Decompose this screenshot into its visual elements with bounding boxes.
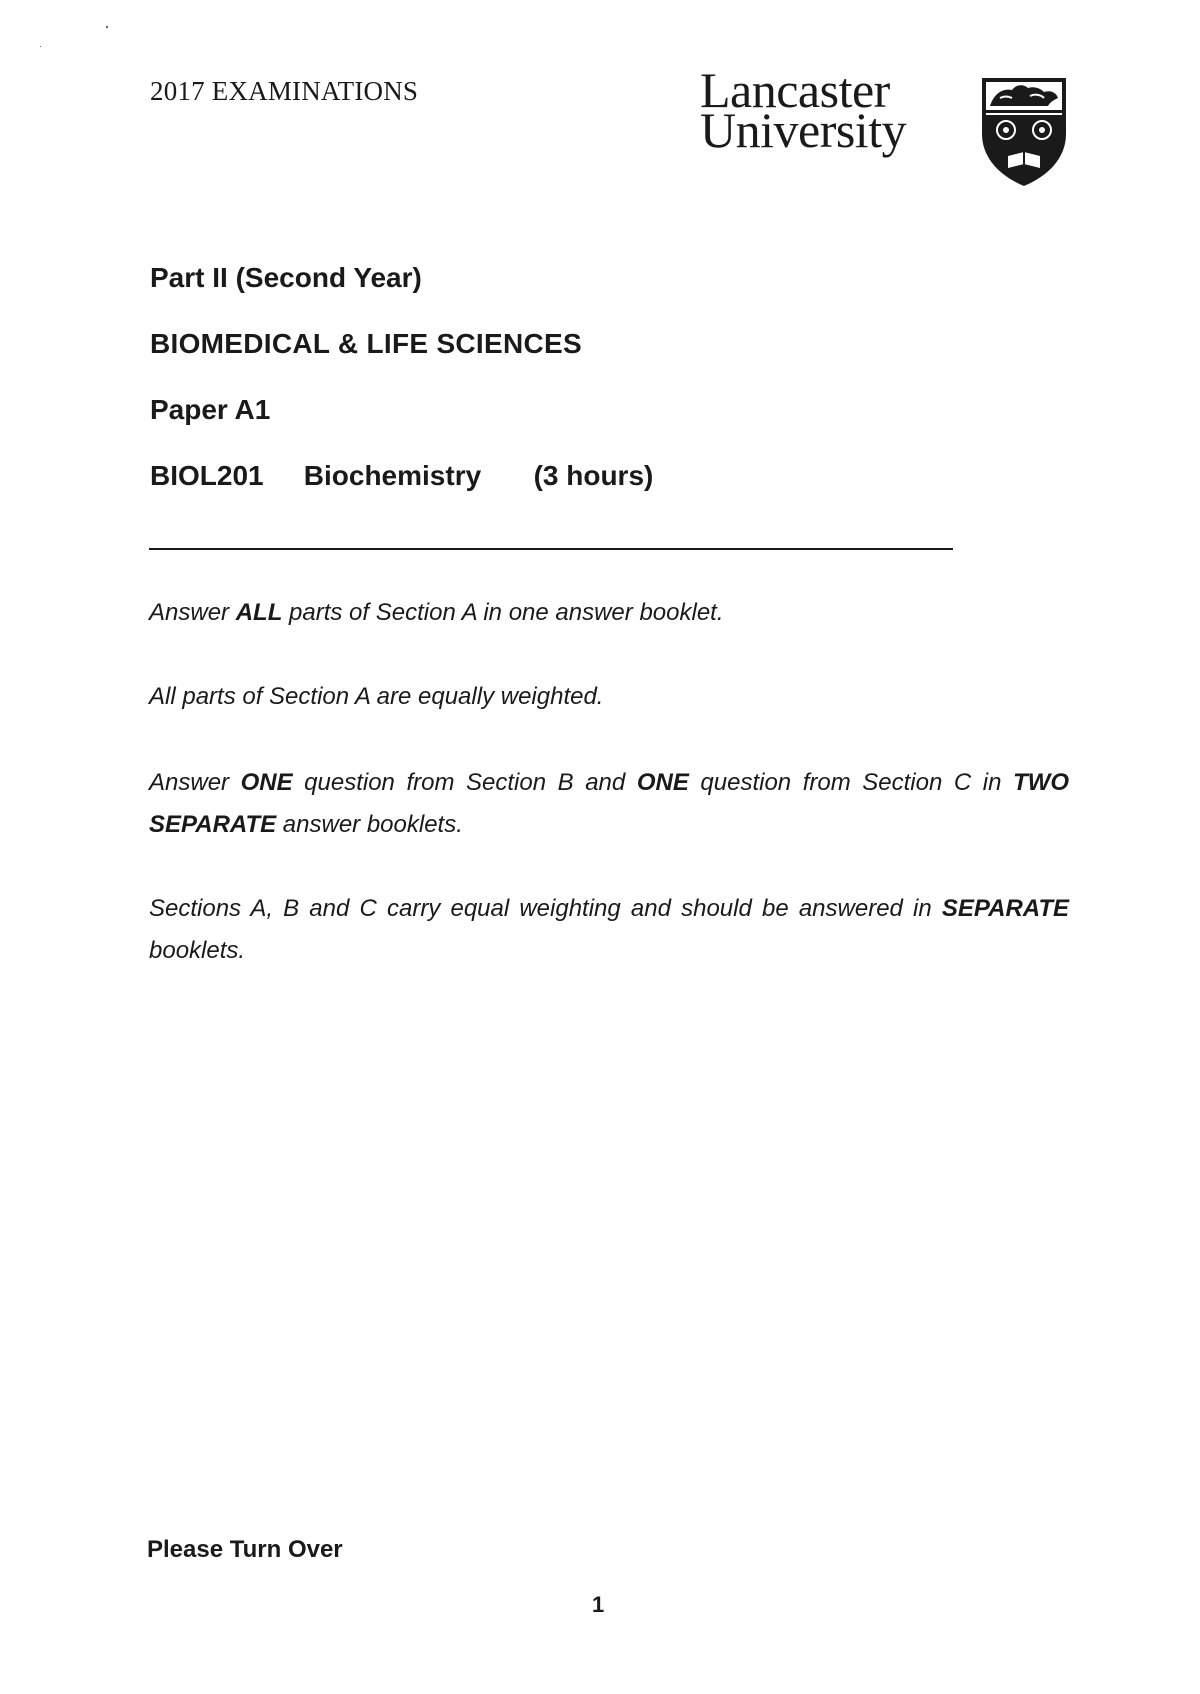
- page-number: 1: [592, 1592, 605, 1617]
- instruction-3-emphasis-c: TWO SEPARATE: [149, 769, 1069, 838]
- course-duration: (3 hours): [533, 460, 654, 491]
- logo-line-2: University: [700, 102, 907, 158]
- instruction-1-text-a: Answer: [149, 599, 236, 626]
- crest-icon: [978, 76, 1070, 188]
- paper-label: Paper A1: [150, 394, 271, 425]
- university-logo: [700, 62, 1072, 188]
- instruction-1: [149, 592, 1069, 634]
- instruction-3: [149, 762, 1069, 846]
- instruction-3-text-d: answer booklets.: [276, 811, 463, 838]
- turn-over-note: Please Turn Over: [147, 1536, 343, 1563]
- instruction-3-text-b: question from Section B and: [292, 769, 637, 796]
- instruction-4-emphasis: SEPARATE: [941, 895, 1069, 922]
- course-title: Biochemistry: [303, 460, 482, 491]
- department: BIOMEDICAL & LIFE SCIENCES: [150, 328, 582, 359]
- course-code: BIOL201: [150, 460, 264, 491]
- instruction-3-text-c: question from Section C in: [688, 769, 1014, 796]
- scan-speck: [106, 26, 108, 28]
- course-line: [150, 460, 653, 492]
- instruction-4-text-a: Sections A, B and C carry equal weighting and should be answered in: [149, 895, 942, 922]
- exam-year: 2017 EXAMINATIONS: [150, 76, 419, 106]
- instruction-3-emphasis-b: ONE: [636, 769, 689, 796]
- scan-speck: [40, 46, 41, 47]
- logo-wordmark: [700, 62, 907, 158]
- instruction-4: [149, 888, 1069, 972]
- instruction-1-text-b: parts of Section A in one answer booklet.: [282, 599, 724, 626]
- instruction-3-text-a: Answer: [149, 769, 241, 796]
- instruction-2: All parts of Section A are equally weighted.: [149, 683, 604, 710]
- course-part: Part II (Second Year): [150, 262, 422, 293]
- instruction-1-emphasis: ALL: [235, 599, 283, 626]
- instruction-4-text-b: booklets.: [149, 937, 246, 964]
- logo-line-1: Lancaster: [700, 62, 890, 118]
- divider-rule: [149, 548, 953, 550]
- instruction-3-emphasis-a: ONE: [240, 769, 293, 796]
